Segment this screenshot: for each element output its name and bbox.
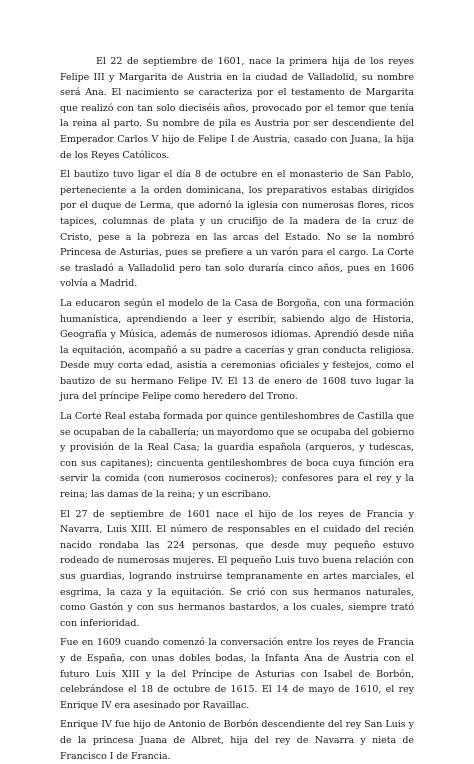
paragraph-birth-of-ana: El 22 de septiembre de 1601, nace la primera hija de los reyes Felipe III y Margarita de Austria en la ciudad de Valladolid, su nombre será Ana. El nacimiento se caracteriza por el testamento de Margarita que realizó con tan solo dieciséis años, provocado por el temor que tenía la reina al parto. Su nombre de pila es Austria por ser descendiente del Emperador Carlos V hijo de Felipe I de Austria, casado con Juana, la hija de los Reyes Católicos. <box>60 56 414 161</box>
paragraph-birth-of-luis: El 27 de septiembre de 1601 nace el hijo de los reyes de Francia y Navarra, Luis XIII. El número de responsables en el cuidado del recién nacido rondaba las 224 personas, que desde muy pequeño estuvo rodeado de numerosas mujeres. El pequeño Luis tuvo buena relación con sus guardias, logrando instruirse tempranamente en artes marciales, el esgrima, la caza y la equitación. Se crió con sus hermanos naturales, como Gastón y con sus hermanos bastardos, a los cuales, siempre trató con inferioridad. <box>60 508 414 629</box>
paragraph-enrique-iv: Enrique IV fue hijo de Antonio de Borbón descendiente del rey San Luis y de la princesa Juana de Albret, hija del rey de Navarra y nieta de Francisco I de Francia. <box>60 719 414 762</box>
paragraph-double-wedding: Fue en 1609 cuando comenzó la conversación entre los reyes de Francia y de España, con unas dobles bodas, la Infanta Ana de Austria con el futuro Luis XIII y la del Príncipe de Asturias con Isabel de Borbón, celebrándose el 18 de octubre de 1615. El 14 de mayo de 1610, el rey Enrique IV era asesinado por Ravaillac. <box>60 637 414 711</box>
paragraph-education: La educaron según el modelo de la Casa de Borgoña, con una formación humanística, aprendiendo a leer y escribir, sabiendo algo de Historia, Geografía y Música, además de numerosos idiomas. Aprendió desde niña la equitación, acompañó a su padre a cacerías y gran conducta religiosa. Desde muy corta edad, asistía a ceremonias oficiales y festejos, como el bautizo de su hermano Felipe IV. El 13 de enero de 1608 tuvo lugar la jura del príncipe Felipe como heredero del Trono. <box>60 297 414 403</box>
paragraph-royal-court: La Corte Real estaba formada por quince gentileshombres de Castilla que se ocupaban de la caballería; un mayordomo que se ocupaba del gobierno y provisión de la Real Casa; la guardia española (arqueros, y tudescas, con sus capitanes); cincuenta gentileshombres de boca cuya función era servir la comida (con numerosos cocineros); confesores para el rey y la reina; las damas de la reina; y un escribano. <box>60 411 414 501</box>
paragraph-baptism: El bautizo tuvo ligar el día 8 de octubre en el monasterio de San Pablo, perteneciente a la orden dominicana, los preparativos estabas dirigidos por el duque de Lerma, que adornó la iglesia con numerosas flores, ricos tapices, columnas de plata y un crucifijo de la madera de la cruz de Cristo, pese a la pobreza en las arcas del Estado. No se la nombró Princesa de Asturias, pues se prefiere a un varón para el cargo. La Corte se trasladó a Valladolid pero tan solo duraría cinco años, pues en 1606 volvía a Madrid. <box>60 169 414 290</box>
